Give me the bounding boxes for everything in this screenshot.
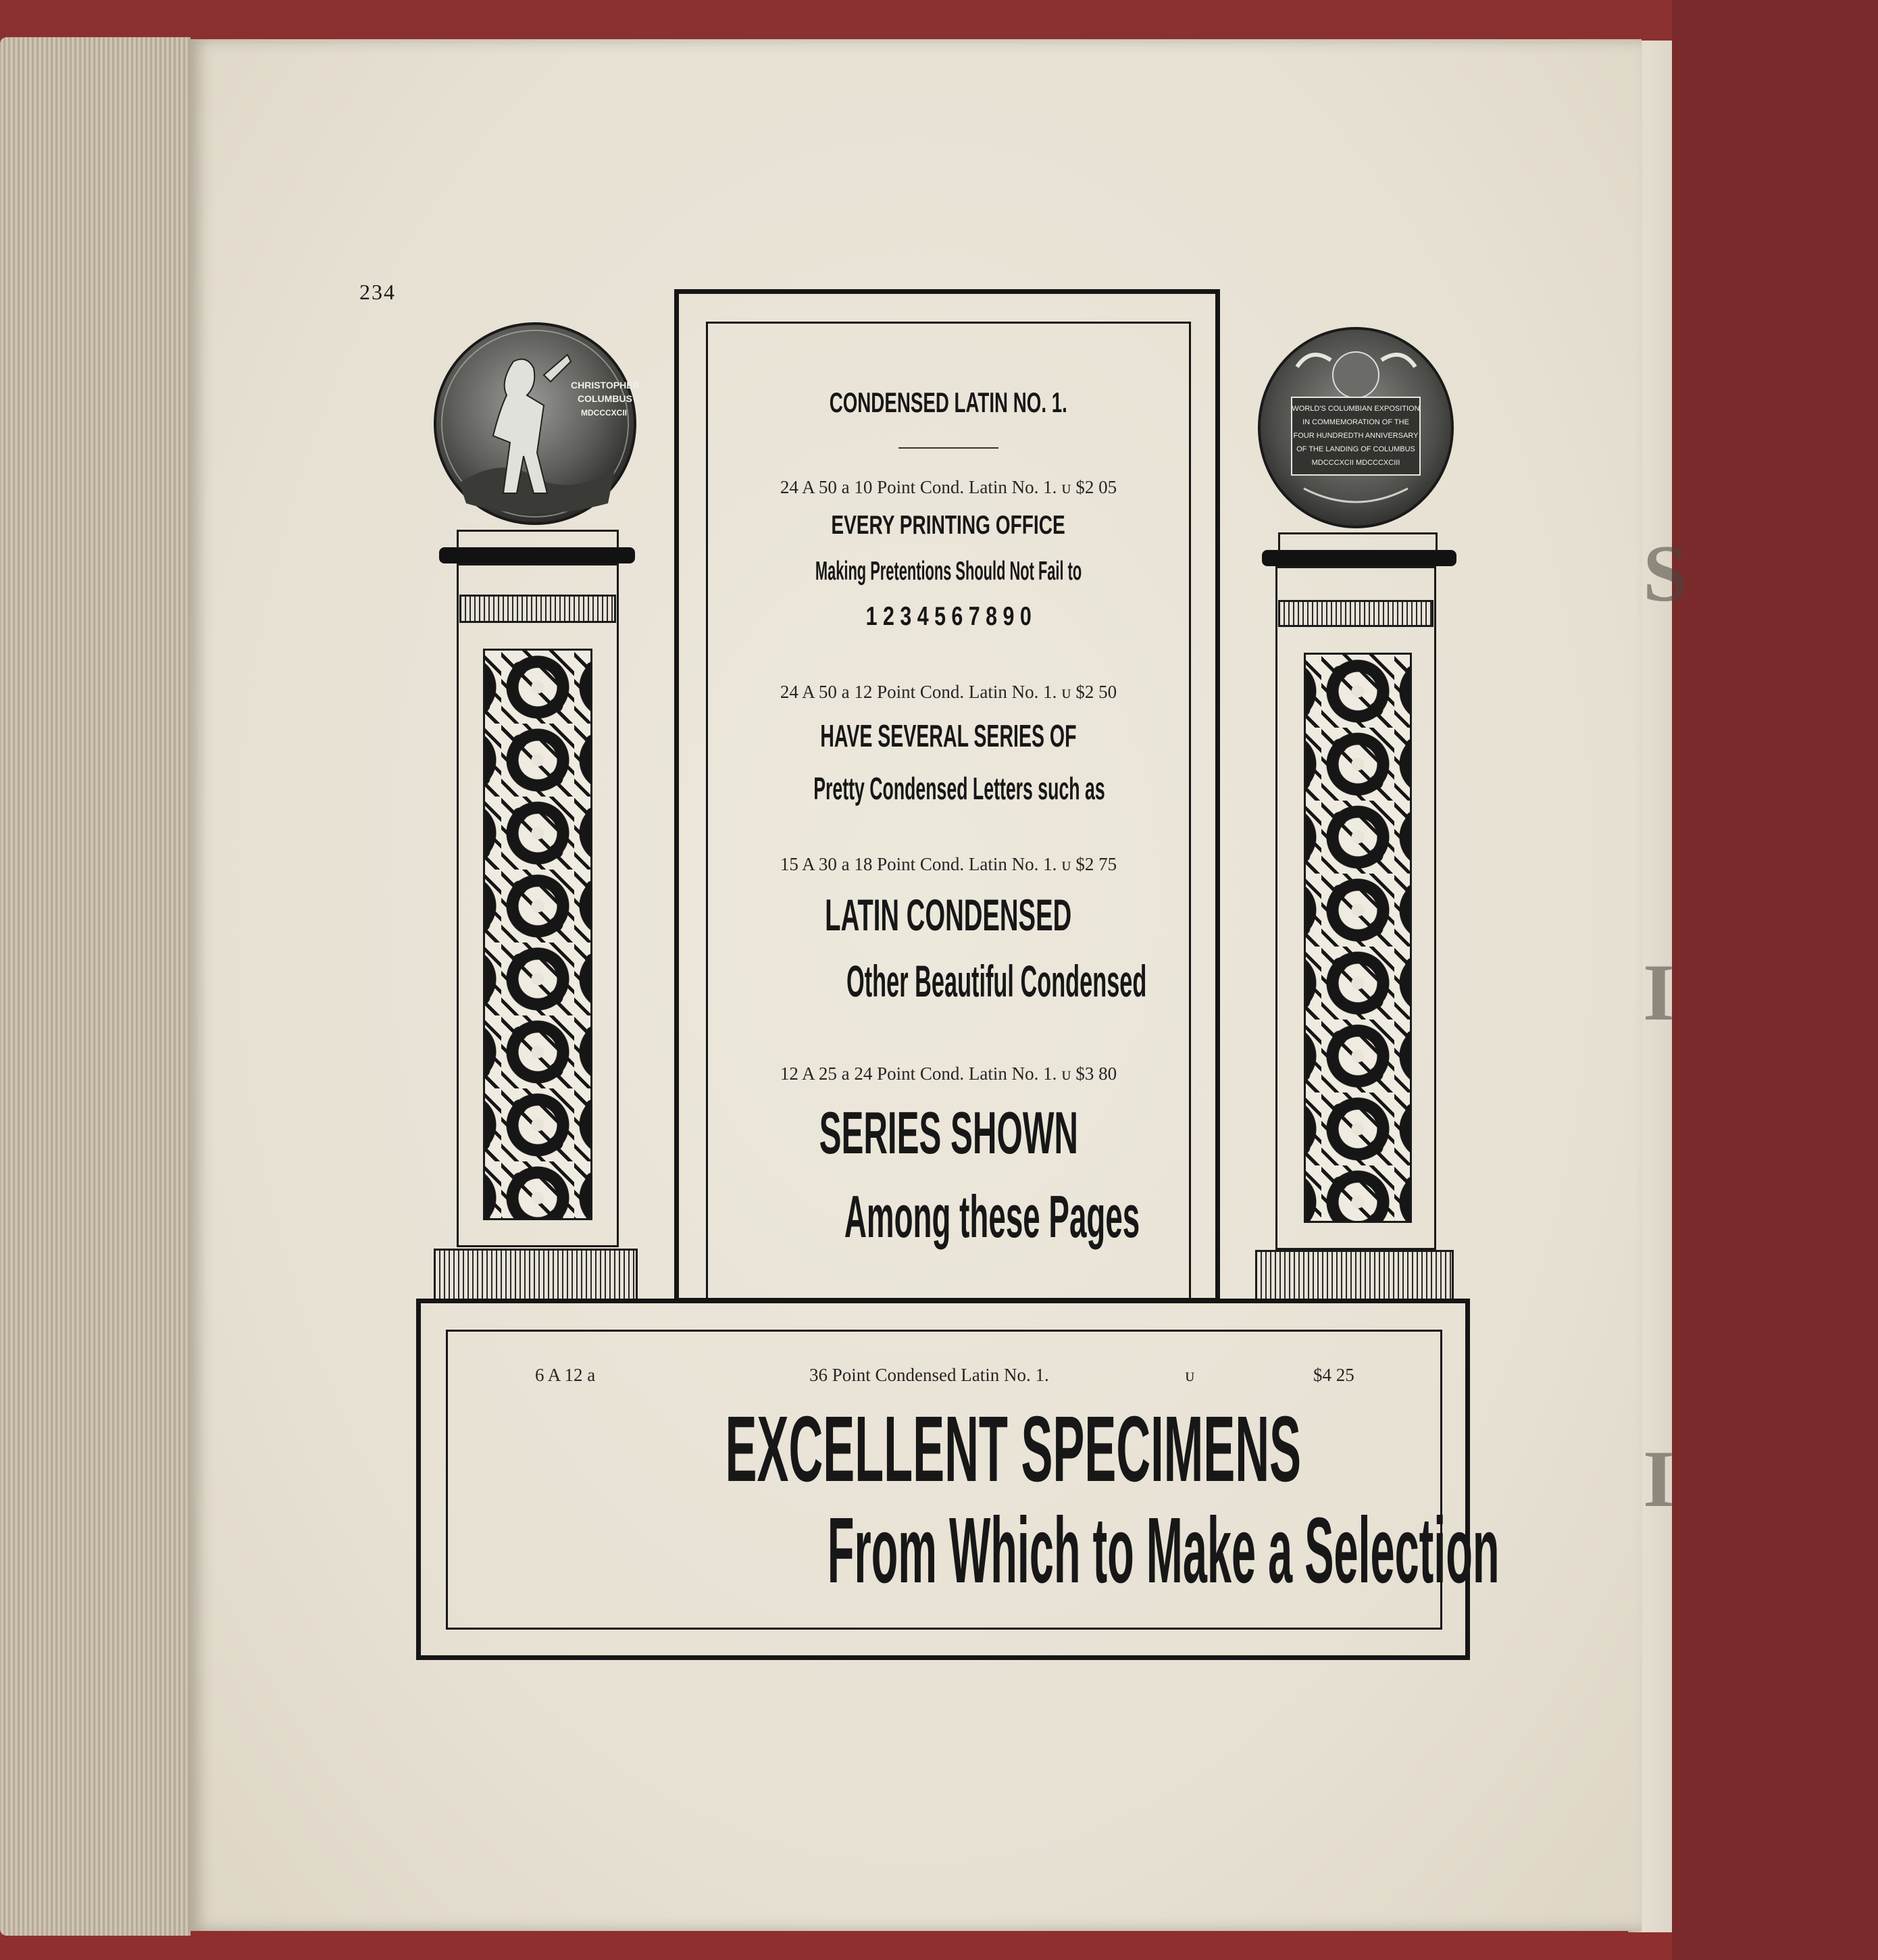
specimen-4-spec: 12 A 25 a 24 Point Cond. Latin No. 1. ᴜ $3 80 bbox=[780, 1063, 1117, 1084]
specimen-4-line-2: Among these Pages bbox=[844, 1183, 1140, 1250]
specimen-1-spec: 24 A 50 a 10 Point Cond. Latin No. 1. ᴜ $2 05 bbox=[780, 477, 1117, 497]
left-medal-text-1: CHRISTOPHER bbox=[571, 380, 640, 391]
base-spec-price: $4 25 bbox=[1313, 1365, 1354, 1385]
specimen-3-line-1-row bbox=[708, 889, 1189, 940]
bleed-through-mark: I bbox=[1643, 947, 1675, 1037]
left-medal bbox=[432, 321, 638, 527]
specimen-4-spec-line bbox=[708, 1063, 1189, 1084]
specimen-2-line-2: Pretty Condensed Letters such as bbox=[813, 771, 1105, 806]
left-column-base bbox=[434, 1249, 638, 1301]
base-line-1: EXCELLENT SPECIMENS bbox=[725, 1397, 1302, 1501]
right-medal-line-1: WORLD'S COLUMBIAN EXPOSITION bbox=[1292, 405, 1420, 413]
specimen-3-spec-line bbox=[708, 854, 1189, 875]
left-column-ornament-panel bbox=[483, 649, 592, 1220]
specimen-1-line-3: 1 2 3 4 5 6 7 8 9 0 bbox=[865, 602, 1032, 631]
right-column-ornament-panel bbox=[1304, 653, 1412, 1223]
left-medal-text-3: MDCCCXCII bbox=[581, 408, 627, 418]
specimen-1-spec-line bbox=[708, 477, 1189, 498]
specimen-4-line-1: SERIES SHOWN bbox=[819, 1099, 1078, 1166]
specimen-3-line-1: LATIN CONDENSED bbox=[825, 890, 1072, 940]
specimen-1-line-2: Making Pretentions Should Not Fail to bbox=[815, 557, 1082, 586]
page-edges bbox=[0, 37, 191, 1936]
specimen-3-spec: 15 A 30 a 18 Point Cond. Latin No. 1. ᴜ $2 75 bbox=[780, 854, 1117, 874]
page-number: 234 bbox=[359, 280, 396, 304]
right-column-fluting bbox=[1278, 600, 1433, 627]
specimen-2-spec-line bbox=[708, 682, 1189, 703]
base-spec-count: 6 A 12 a bbox=[535, 1365, 596, 1385]
page-title: CONDENSED LATIN NO. 1. bbox=[829, 386, 1068, 418]
right-column-base bbox=[1255, 1250, 1454, 1301]
specimen-4-line-1-row bbox=[708, 1099, 1189, 1167]
base-spec-mark: ᴜ bbox=[1185, 1365, 1195, 1385]
left-medal-text-2: COLUMBUS bbox=[578, 393, 632, 404]
specimen-2-line-1-row bbox=[708, 718, 1189, 754]
left-column-cap-block bbox=[457, 530, 619, 549]
right-column-cap-block bbox=[1278, 532, 1438, 551]
bleed-through-mark: I bbox=[1643, 1434, 1675, 1524]
right-medal-line-4: OF THE LANDING OF COLUMBUS bbox=[1296, 445, 1415, 453]
right-medal-line-5: MDCCCXCII MDCCCXCIII bbox=[1311, 459, 1400, 467]
base-spec-size: 36 Point Condensed Latin No. 1. bbox=[809, 1365, 1049, 1385]
right-medal bbox=[1257, 326, 1456, 529]
specimen-1-line-1: EVERY PRINTING OFFICE bbox=[831, 511, 1066, 540]
right-column-capital bbox=[1262, 550, 1456, 566]
specimen-2-spec: 24 A 50 a 12 Point Cond. Latin No. 1. ᴜ $2 50 bbox=[780, 682, 1117, 702]
specimen-1-line-2-row bbox=[708, 557, 1189, 586]
specimen-3-line-2: Other Beautiful Condensed bbox=[846, 956, 1147, 1006]
bleed-through-mark: S bbox=[1643, 528, 1688, 618]
specimen-3-line-2-row bbox=[708, 955, 1189, 1007]
right-medal-line-3: FOUR HUNDREDTH ANNIVERSARY bbox=[1293, 432, 1419, 440]
specimen-2-line-2-row bbox=[708, 770, 1189, 807]
right-medal-line-2: IN COMMEMORATION OF THE bbox=[1302, 418, 1409, 426]
specimen-1-line-3-row bbox=[708, 602, 1189, 632]
specimen-1-line-1-row bbox=[708, 511, 1189, 541]
base-line-2-row bbox=[449, 1497, 1500, 1605]
specimen-4-line-2-row bbox=[708, 1182, 1189, 1251]
base-line-1-row bbox=[449, 1396, 1440, 1503]
left-column-capital bbox=[439, 547, 635, 563]
title-rule bbox=[898, 447, 998, 449]
specimen-2-line-1: HAVE SEVERAL SERIES OF bbox=[820, 718, 1077, 753]
base-line-2: From Which to Make a Selection bbox=[827, 1499, 1500, 1603]
left-column-fluting bbox=[459, 595, 616, 623]
title-line bbox=[708, 386, 1189, 419]
